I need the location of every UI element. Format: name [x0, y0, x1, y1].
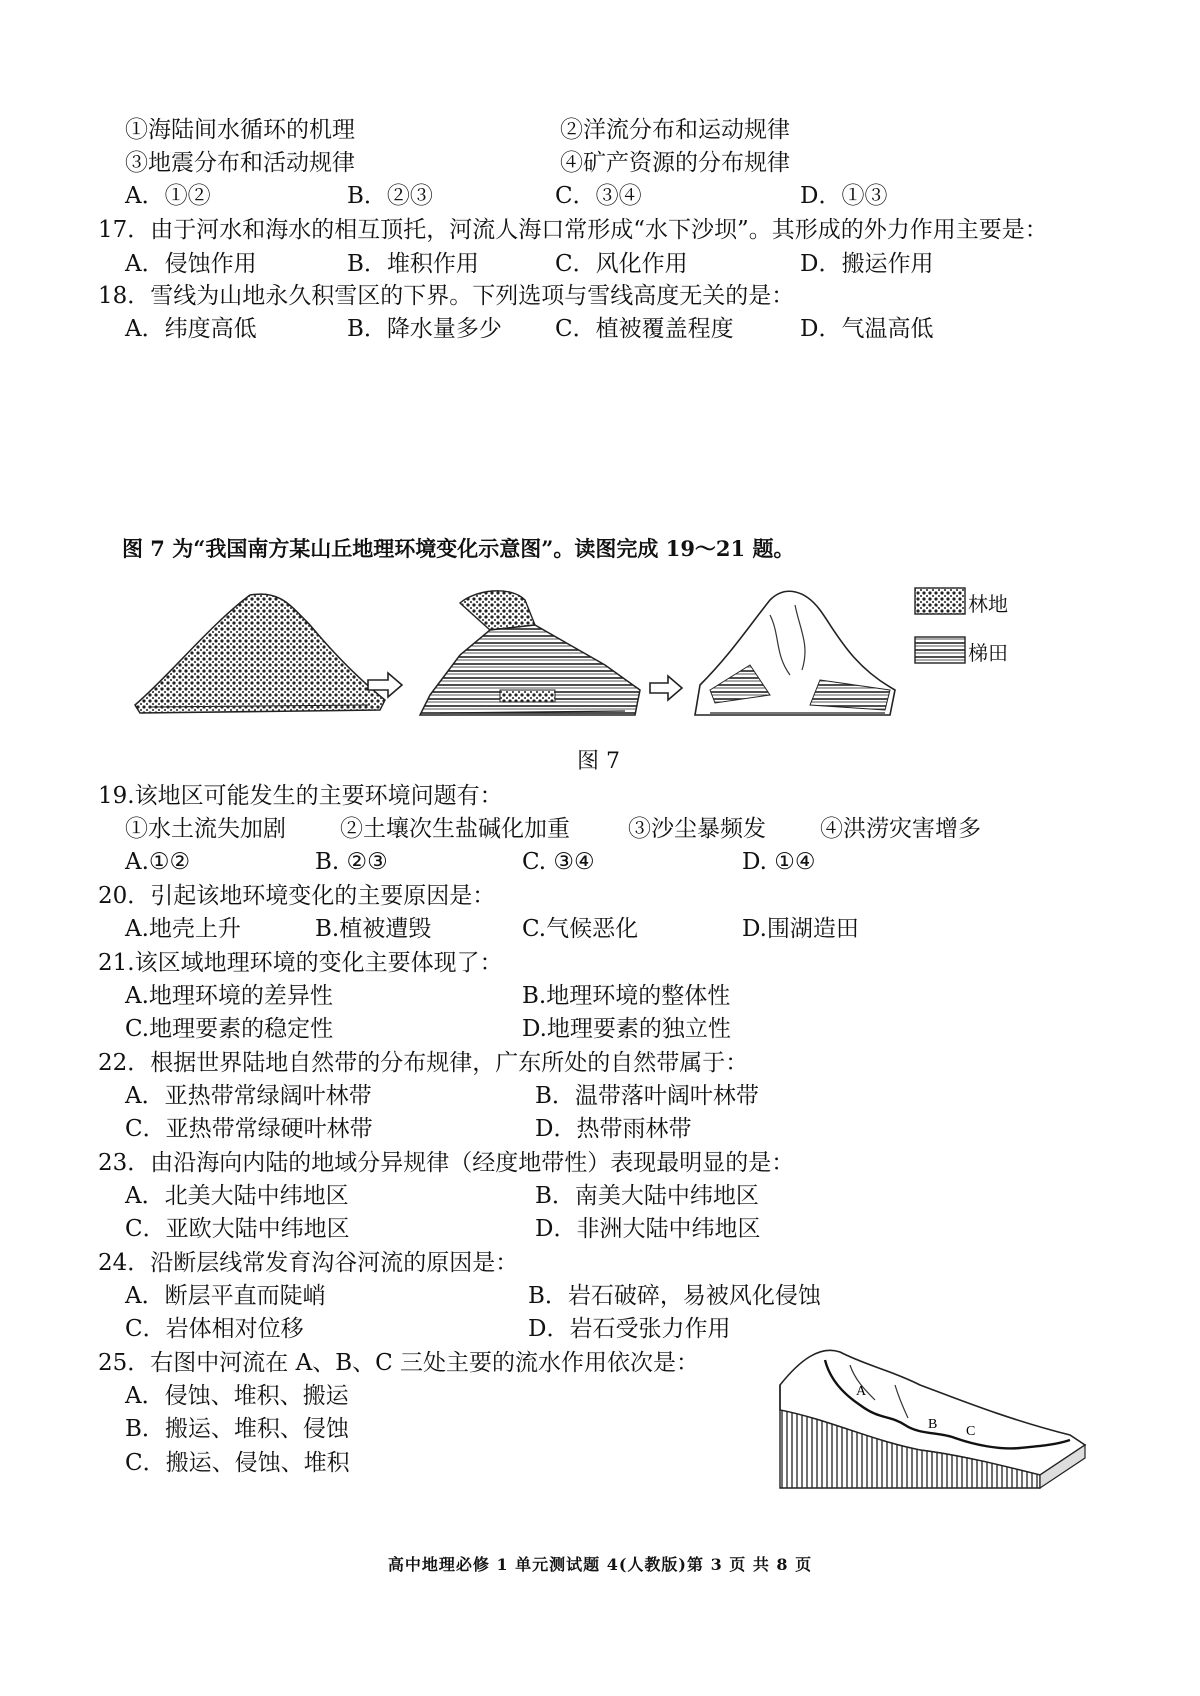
legend-terrace-label: 梯田 — [968, 641, 1008, 665]
q19-item-3: ③沙尘暴频发 — [628, 816, 766, 842]
q20-stem: 20．引起该地环境变化的主要原因是： — [98, 883, 496, 909]
q21-option-b: B.地理环境的整体性 — [522, 983, 731, 1009]
q19-option-b: B. ②③ — [315, 849, 388, 875]
q24-option-d: D．岩石受张力作用 — [528, 1316, 731, 1342]
q21-options-row1 — [0, 980, 1200, 1012]
q19-stem: 19.该地区可能发生的主要环境问题有： — [98, 783, 503, 809]
q20-option-a: A.地壳上升 — [125, 916, 241, 942]
map-label-b: B — [928, 1417, 938, 1432]
q22-options-row2 — [0, 1113, 1200, 1145]
q17-option-b: B．堆积作用 — [347, 251, 479, 277]
fig7-caption: 图 7 — [577, 749, 620, 774]
stage1-forested-hill — [135, 594, 385, 713]
q20-option-c: C.气候恶化 — [522, 916, 639, 942]
q16-options — [0, 180, 1200, 212]
q24-stem: 24．沿断层线常发育沟谷河流的原因是： — [98, 1250, 519, 1276]
q19-option-a: A.①② — [125, 849, 191, 875]
q19-items — [0, 813, 1200, 845]
q21-option-a: A.地理环境的差异性 — [125, 983, 333, 1009]
q18-option-d: D．气温高低 — [800, 316, 934, 342]
q17-option-c: C．风化作用 — [555, 251, 688, 277]
q24-option-b: B．岩石破碎，易被风化侵蚀 — [528, 1283, 821, 1309]
q22-options-row1 — [0, 1080, 1200, 1112]
q18-option-b: B．降水量多少 — [347, 316, 502, 342]
q22-option-b: B．温带落叶阔叶林带 — [535, 1083, 759, 1109]
q22-option-d: D．热带雨林带 — [535, 1116, 692, 1142]
q18-stem: 18．雪线为山地永久积雪区的下界。下列选项与雪线高度无关的是： — [98, 283, 795, 309]
q23-option-b: B．南美大陆中纬地区 — [535, 1183, 759, 1209]
q19-item-4: ④洪涝灾害增多 — [820, 816, 981, 842]
legend-terrace-swatch — [915, 637, 965, 663]
q25-option-b: B．搬运、堆积、侵蚀 — [125, 1416, 349, 1442]
q23-options-row2 — [0, 1213, 1200, 1245]
q19-option-d: D. ①④ — [742, 849, 816, 875]
q16-option-b: B．②③ — [347, 183, 433, 209]
map-label-c: C — [966, 1424, 976, 1439]
q19-item-2: ②土壤次生盐碱化加重 — [340, 816, 570, 842]
q19-option-c: C. ③④ — [522, 849, 595, 875]
stage2-terraced-hill — [420, 591, 640, 715]
q18-option-a: A．纬度高低 — [125, 316, 257, 342]
q22-option-c: C．亚热带常绿硬叶林带 — [125, 1116, 373, 1142]
q20-options — [0, 913, 1200, 945]
q21-stem: 21.该区域地理环境的变化主要体现了： — [98, 950, 503, 976]
q17-option-a: A．侵蚀作用 — [125, 251, 257, 277]
q24-option-a: A．断层平直而陡峭 — [125, 1283, 326, 1309]
q23-option-c: C．亚欧大陆中纬地区 — [125, 1216, 350, 1242]
q17-stem: 17．由于河水和海水的相互顶托，河流人海口常形成“水下沙坝”。其形成的外力作用主要是： — [98, 217, 1048, 243]
q25-option-a: A．侵蚀、堆积、搬运 — [125, 1383, 349, 1409]
q18-option-c: C．植被覆盖程度 — [555, 316, 734, 342]
q23-option-d: D．非洲大陆中纬地区 — [535, 1216, 761, 1242]
q24-option-c: C．岩体相对位移 — [125, 1316, 304, 1342]
q19-options — [0, 846, 1200, 878]
stage3-eroded-hill — [695, 591, 895, 715]
q16-option-c: C．③④ — [555, 183, 642, 209]
q16-item-1: ①海陆间水循环的机理 — [125, 117, 355, 143]
q16-option-a: A．①② — [125, 183, 211, 209]
q18-options — [0, 313, 1200, 345]
legend-forest-label: 林地 — [968, 592, 1008, 616]
q21-options-row2 — [0, 1013, 1200, 1045]
q16-option-d: D．①③ — [800, 183, 888, 209]
q21-option-c: C.地理要素的稳定性 — [125, 1016, 334, 1042]
legend-forest-swatch — [915, 588, 965, 614]
q23-options-row1 — [0, 1180, 1200, 1212]
q19-item-1: ①水土流失加剧 — [125, 816, 286, 842]
q20-option-b: B.植被遭毁 — [315, 916, 432, 942]
q16-item-4: ④矿产资源的分布规律 — [560, 150, 790, 176]
q25-option-c: C．搬运、侵蚀、堆积 — [125, 1450, 350, 1476]
q20-option-d: D.围湖造田 — [742, 916, 859, 942]
q25-river-block-diagram — [770, 1340, 1090, 1490]
q22-option-a: A．亚热带常绿阔叶林带 — [125, 1083, 372, 1109]
q23-stem: 23．由沿海向内陆的地域分异规律（经度地带性）表现最明显的是： — [98, 1150, 795, 1176]
q23-option-a: A．北美大陆中纬地区 — [125, 1183, 349, 1209]
q16-item-2: ②洋流分布和运动规律 — [560, 117, 790, 143]
map-label-a: A — [856, 1384, 867, 1399]
page-footer: 高中地理必修 1 单元测试题 4(人教版)第 3 页 共 8 页 — [387, 1555, 813, 1574]
arrow-icon — [650, 676, 682, 700]
q16-item-3: ③地震分布和活动规律 — [125, 150, 355, 176]
q21-option-d: D.地理要素的独立性 — [522, 1016, 731, 1042]
q24-options-row1 — [0, 1280, 1200, 1312]
q22-stem: 22．根据世界陆地自然带的分布规律，广东所处的自然带属于： — [98, 1050, 749, 1076]
q17-options — [0, 248, 1200, 280]
q17-option-d: D．搬运作用 — [800, 251, 934, 277]
q25-stem: 25．右图中河流在 A、B、C 三处主要的流水作用依次是： — [98, 1350, 699, 1376]
fig7-intro: 图 7 为“我国南方某山丘地理环境变化示意图”。读图完成 19～21 题。 — [122, 536, 795, 561]
fig7-hill-change-diagram — [130, 585, 1090, 730]
